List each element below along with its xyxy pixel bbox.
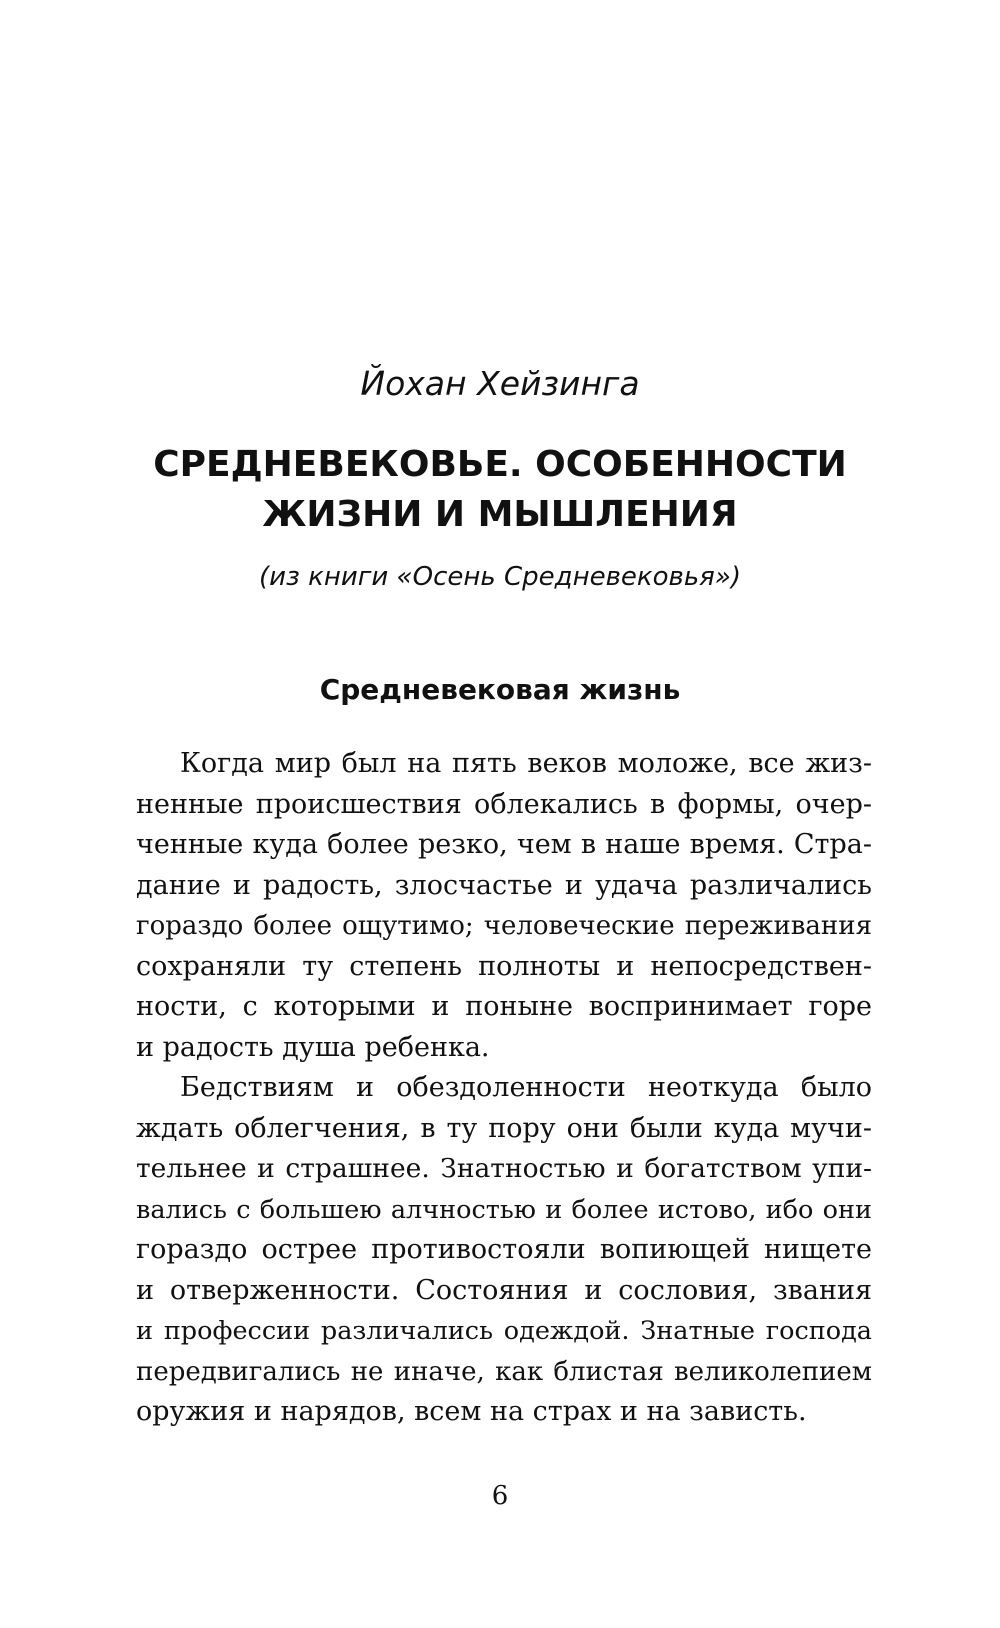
paragraph-1 <box>136 744 872 1068</box>
text-line: ченные куда более резко, чем в наше время. Стра- <box>136 829 872 860</box>
section-heading: Средневековая жизнь <box>319 673 681 706</box>
chapter-title-line-2: ЖИЗНИ И МЫШЛЕНИЯ <box>262 494 738 535</box>
text-line: ности, с которыми и поныне воспринимает горе <box>136 991 872 1022</box>
text-line: ждать облегчения, в ту пору они были куда мучи- <box>136 1112 872 1144</box>
source-note: (из книги «Осень Средневековья») <box>259 562 741 592</box>
body-text <box>136 744 872 1433</box>
text-line: ненные происшествия облекались в формы, очер- <box>136 788 872 820</box>
text-line: Бедствиям и обездоленности неоткуда было <box>180 1072 872 1103</box>
text-line: гораздо более ощутимо; человеческие переживания <box>136 911 872 941</box>
text-line: вались с большею алчностью и более истово, ибо они <box>136 1194 872 1225</box>
text-line: сохраняли ту степень полноты и непосредствен- <box>136 950 872 982</box>
text-line: передвигались не иначе, как блистая великолепием <box>136 1356 872 1387</box>
page-number: 6 <box>491 1481 509 1511</box>
chapter-title <box>100 440 900 540</box>
text-line: и радость душа ребенка. <box>136 1031 490 1063</box>
text-line: тельнее и страшнее. Знатностью и богатством упи- <box>136 1153 872 1184</box>
text-line: и отверженности. Состояния и сословия, звания <box>136 1274 872 1306</box>
text-line: дание и радость, злосчастье и удача различались <box>136 869 872 901</box>
text-line: и профессии различались одеждой. Знатные господа <box>136 1316 872 1346</box>
author-name: Йохан Хейзинга <box>360 364 640 403</box>
text-line: гораздо острее противостояли вопиющей нищете <box>136 1234 872 1265</box>
chapter-title-line-1: СРЕДНЕВЕКОВЬЕ. ОСОБЕННОСТИ <box>153 444 847 485</box>
paragraph-2 <box>136 1068 872 1433</box>
text-line: оружия и нарядов, всем на страх и на зависть. <box>136 1396 807 1427</box>
text-line: Когда мир был на пять веков моложе, все жиз- <box>180 748 872 779</box>
